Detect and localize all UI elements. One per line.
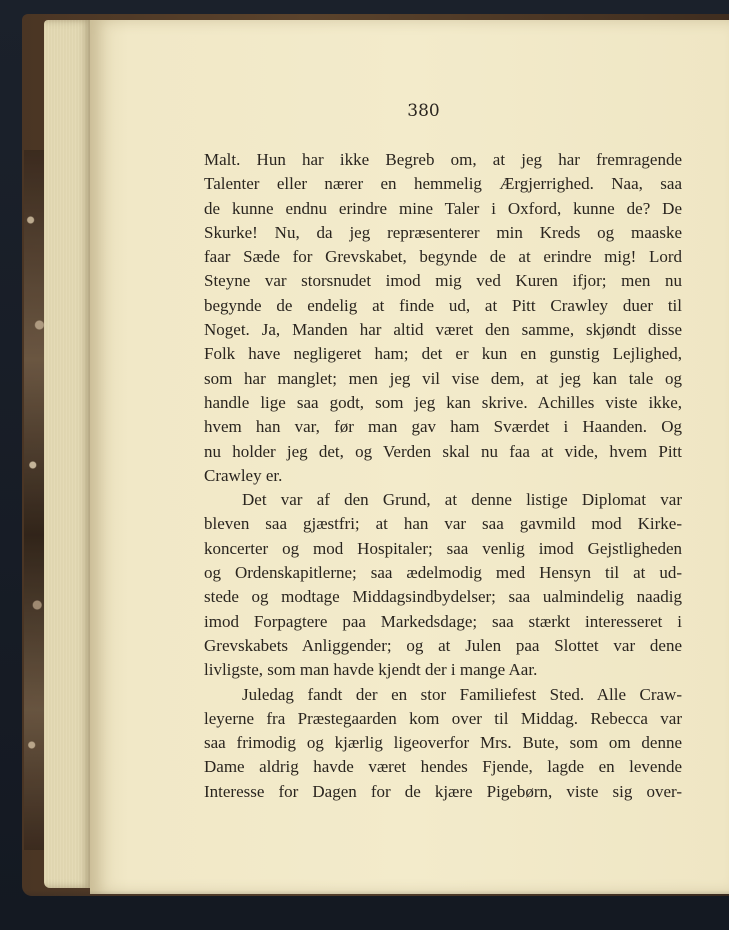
- text-line: Talenter eller nærer en hemmelig Ærgjerrighed. Naa, saa: [204, 174, 682, 194]
- text-line: Dame aldrig havde været hendes Fjende, lagde en levende: [204, 757, 682, 777]
- text-line: handle lige saa godt, som jeg kan skrive. Achilles viste ikke,: [204, 392, 682, 412]
- text-line: stede og modtage Middagsindbydelser; saa ualmindelig naadig: [204, 587, 682, 607]
- text-line: imod Forpagtere paa Markedsdage; saa stærkt interesseret i: [204, 611, 682, 631]
- text-line: Det var af den Grund, at denne listige Diplomat var: [242, 490, 682, 510]
- page-edges: [44, 20, 92, 888]
- text-line: Crawley er.: [204, 465, 283, 485]
- text-line: Grevskabets Anliggender; og at Julen paa Slottet var dene: [204, 635, 682, 655]
- text-line: koncerter og mod Hospitaler; saa venlig imod Gejstligheden: [204, 538, 682, 558]
- text-line: Interesse for Dagen for de kjære Pigebørn, viste sig over-: [204, 781, 682, 801]
- text-line: saa frimodig og kjærlig ligeoverfor Mrs. Bute, som om denne: [204, 733, 682, 753]
- text-line: Noget. Ja, Manden har altid været den samme, skjøndt disse: [204, 320, 682, 340]
- text-line: begynde de endelig at finde ud, at Pitt Crawley duer til: [204, 295, 682, 315]
- text-line: Juledag fandt der en stor Familiefest Sted. Alle Craw-: [242, 684, 682, 704]
- body-text: [204, 148, 682, 804]
- text-line: hvem han var, før man gav ham Sværdet i Haanden. Og: [204, 417, 682, 437]
- text-line: de kunne endnu erindre mine Taler i Oxford, kunne de? De: [204, 198, 682, 218]
- text-line: Malt. Hun har ikke Begreb om, at jeg har fremragende: [204, 150, 682, 169]
- text-line: Folk have negligeret ham; det er kun en gunstig Lejlighed,: [204, 344, 682, 364]
- text-line: bleven saa gjæstfri; at han var saa gavmild mod Kirke-: [204, 514, 682, 534]
- text-line: faar Sæde for Grevskabet, begynde de at erindre mig! Lord: [204, 247, 682, 267]
- book-page: [90, 20, 729, 894]
- marbled-cover-edge: [24, 150, 46, 850]
- text-line: Skurke! Nu, da jeg repræsenterer min Kreds og maaske: [204, 222, 682, 242]
- text-line: som har manglet; men jeg vil vise dem, at jeg kan tale og: [204, 368, 682, 388]
- text-line: Steyne var storsnudet imod mig ved Kuren ifjor; men nu: [204, 271, 682, 291]
- text-line: livligste, som man havde kjendt der i mange Aar.: [204, 660, 538, 680]
- text-line: og Ordenskapitlerne; saa ædelmodig med Hensyn til at ud-: [204, 563, 682, 583]
- text-line: leyerne fra Præstegaarden kom over til Middag. Rebecca var: [204, 708, 682, 728]
- text-line: nu holder jeg det, og Verden skal nu faa at vide, hvem Pitt: [204, 441, 682, 461]
- bottom-shadow: [0, 890, 729, 930]
- page-number: 380: [407, 101, 440, 121]
